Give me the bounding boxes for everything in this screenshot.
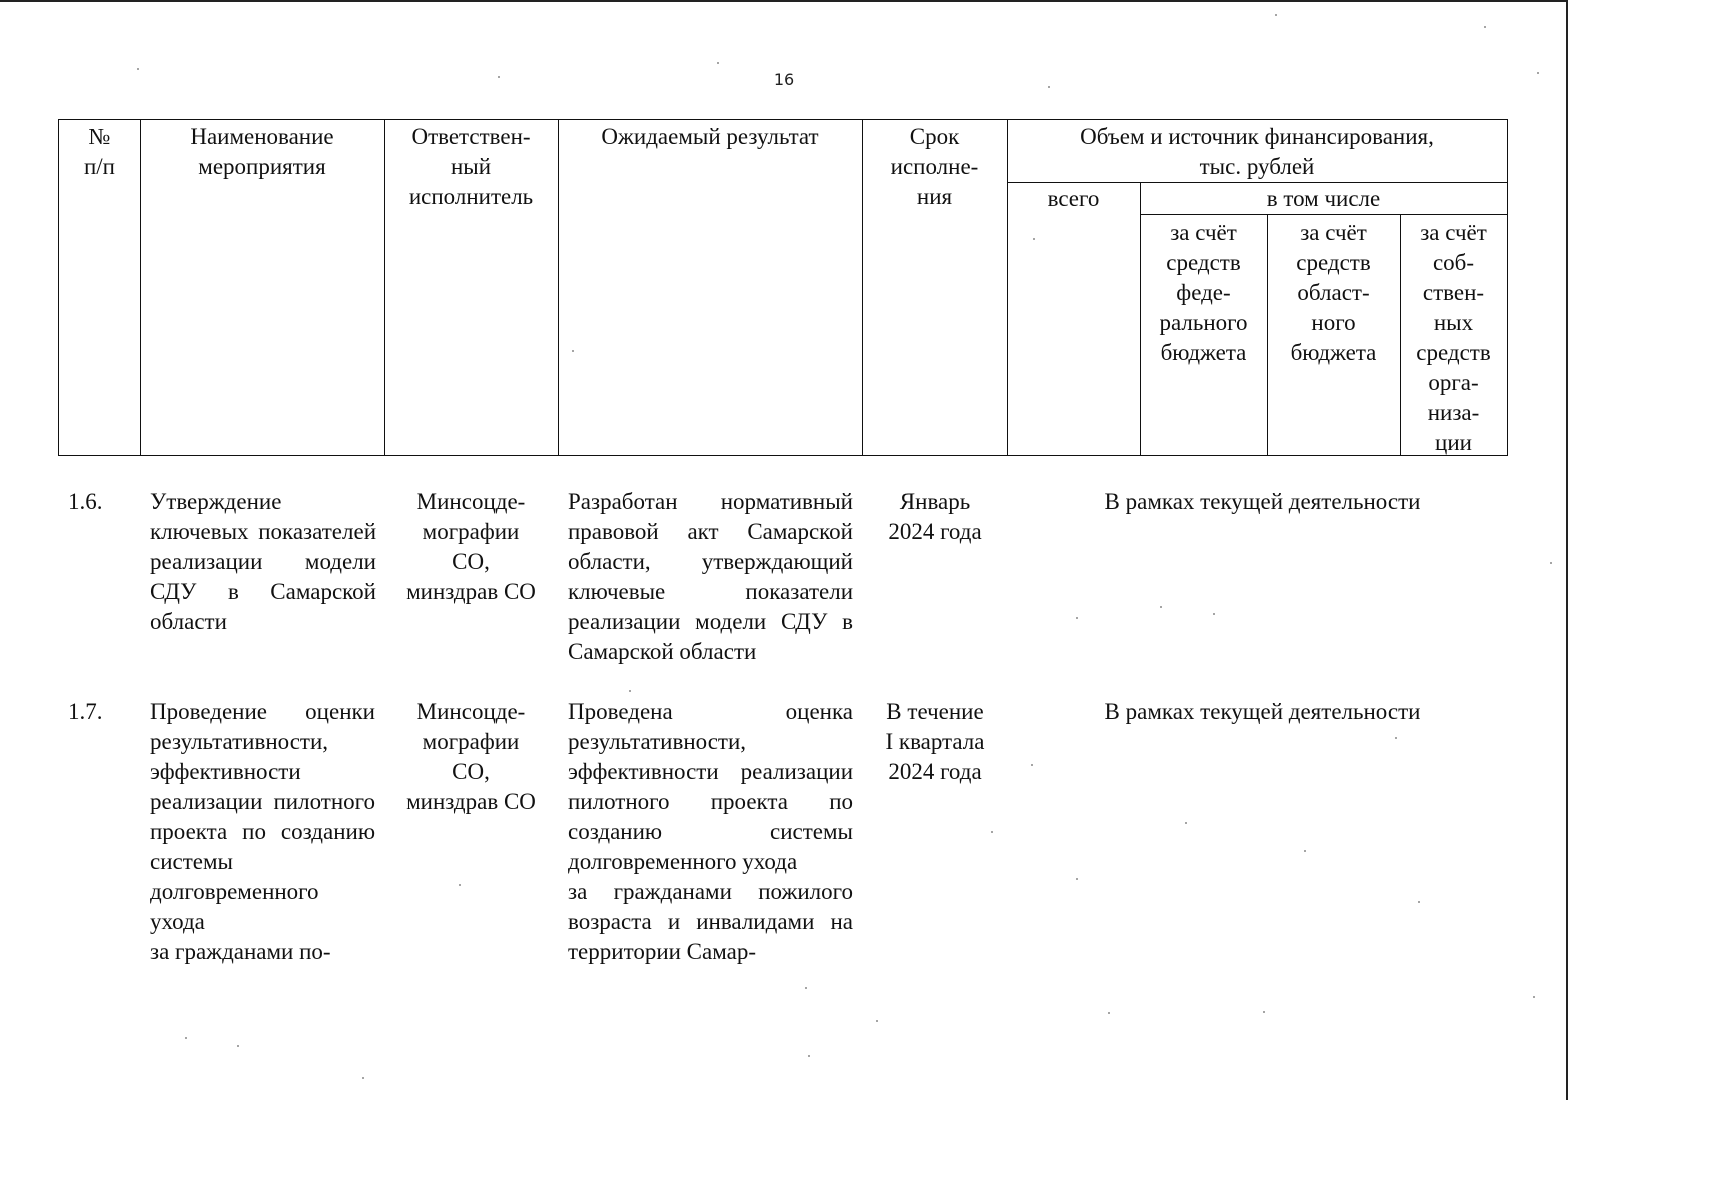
header-term: Срок исполне- ния	[890, 124, 979, 209]
header-funding: Объем и источник финансирования, тыс. рублей	[1080, 124, 1434, 179]
row-term: В течение I квартала 2024 года	[885, 699, 985, 784]
page-number: 16	[773, 70, 795, 89]
row-num: 1.7.	[68, 699, 103, 724]
header-total: всего	[1047, 186, 1100, 211]
header-responsible: Ответствен- ный исполнитель	[408, 124, 534, 209]
row-term: Январь 2024 года	[888, 489, 982, 544]
header-including: в том числе	[1266, 186, 1381, 211]
row-responsible: Минсоцде- мографии СО, минздрав СО	[406, 489, 536, 604]
header-result: Ожидаемый результат	[601, 124, 819, 149]
row-funding: В рамках текущей деятельности	[1104, 699, 1421, 724]
header-num: № п/п	[83, 124, 115, 179]
row-result: Проведена оценка результативности, эффективности реализации пилотного проекта по созданию системы долговременного ухода за гражданами пожилого возраста и инвалидами на территории Самар-	[568, 699, 853, 964]
row-funding: В рамках текущей деятельности	[1104, 489, 1421, 514]
header-federal: за счёт средств феде- рального бюджета	[1159, 220, 1248, 365]
row-name: Проведение оценки результативности, эффективности реализации пилотного проекта по созданию системы долговременного ухода за гражданами по-	[150, 699, 375, 964]
row-num: 1.6.	[68, 489, 103, 514]
header-name: Наименование мероприятия	[190, 124, 334, 179]
table-header	[58, 119, 1508, 456]
row-name: Утверждение ключевых показателей реализации модели СДУ в Самарской области	[150, 489, 376, 634]
header-regional: за счёт средств област- ного бюджета	[1290, 220, 1377, 365]
header-own: за счёт соб- ствен- ных средств орга- низа- ции	[1416, 220, 1491, 455]
row-responsible: Минсоцде- мографии СО, минздрав СО	[406, 699, 536, 814]
row-result: Разработан нормативный правовой акт Самарской области, утверждающий ключевые показатели реализации модели СДУ в Самарской области	[568, 489, 853, 664]
